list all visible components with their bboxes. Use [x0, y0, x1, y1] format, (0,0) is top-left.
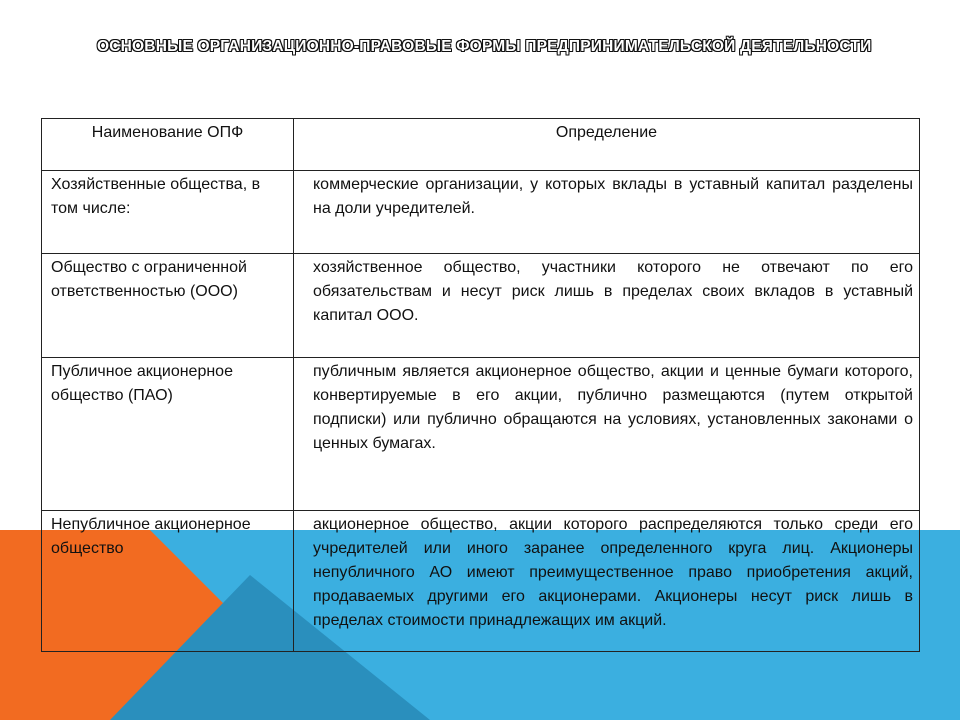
- row-definition: акционерное общество, акции которого распределяются только среди его учредителей или иного заранее определенного круга лиц. Акционеры непубличного АО имеют преимущественное право приобретения акций, продаваемых другими его акционерами. Акционеры несут риск лишь в пределах стоимости принадлежащих им акций.: [294, 511, 920, 652]
- row-definition: хозяйственное общество, участники которого не отвечают по его обязательствам и несут риск лишь в пределах своих вкладов в уставный капитал ООО.: [294, 254, 920, 358]
- row-name: Общество с ограниченной ответственностью (ООО): [42, 254, 294, 358]
- table-row: [42, 171, 920, 254]
- row-definition: публичным является акционерное общество, акции и ценные бумаги которого, конвертируемые в его акции, публично размещаются (путем открытой подписки) или публично обращаются на условиях, установленных законами о ценных бумагах.: [294, 358, 920, 511]
- row-name: Публичное акционерное общество (ПАО): [42, 358, 294, 511]
- row-name: Хозяйственные общества, в том числе:: [42, 171, 294, 254]
- opf-table: [41, 118, 920, 652]
- header-definition: Определение: [294, 119, 920, 171]
- header-name: Наименование ОПФ: [42, 119, 294, 171]
- table-header-row: [42, 119, 920, 171]
- table-row: [42, 358, 920, 511]
- row-name: Непубличное акционерное общество: [42, 511, 294, 652]
- table-row: [42, 254, 920, 358]
- table-row: [42, 511, 920, 652]
- slide-title: ОСНОВНЫЕ ОРГАНИЗАЦИОННО-ПРАВОВЫЕ ФОРМЫ ПРЕДПРИНИМАТЕЛЬСКОЙ ДЕЯТЕЛЬНОСТИ: [97, 38, 872, 55]
- row-definition: коммерческие организации, у которых вклады в уставный капитал разделены на доли учредителей.: [294, 171, 920, 254]
